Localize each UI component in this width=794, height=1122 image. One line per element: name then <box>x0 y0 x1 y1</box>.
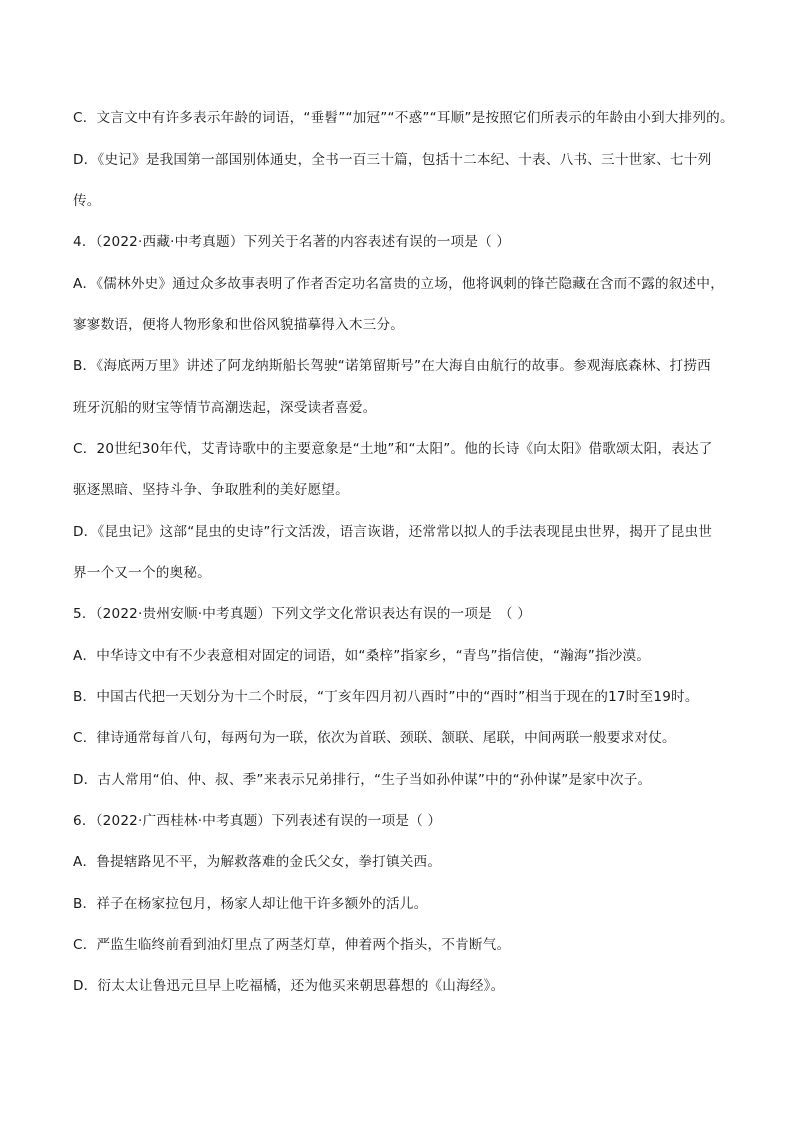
question-5-title: 5．（2022·贵州安顺·中考真题）下列文学文化常识表达有误的一项是 （ ） <box>73 606 532 622</box>
option-d-shiji-cont: 传。 <box>73 193 101 209</box>
q4-option-b-cont: 班牙沉船的财宝等情节高潮迭起，深受读者喜爱。 <box>73 400 377 416</box>
option-c-age-terms: C．文言文中有许多表示年龄的词语，“垂髫”“加冠”“不惑”“耳顺”是按照它们所表示的年龄由小到大排列的。 <box>73 110 734 126</box>
q6-option-a: A．鲁提辖路见不平，为解救落难的金氏父女，拳打镇关西。 <box>73 854 442 870</box>
q4-option-c-cont: 驱逐黑暗、坚持斗争、争取胜利的美好愿望。 <box>73 482 349 498</box>
question-6-title: 6．（2022·广西桂林·中考真题）下列表述有误的一项是（ ） <box>73 813 442 829</box>
q5-option-b: B．中国古代把一天划分为十二个时辰，“丁亥年四月初八酉时”中的“酉时”相当于现在的17时至19时。 <box>73 689 699 705</box>
question-4-title: 4．（2022·西藏·中考真题）下列关于名著的内容表述有误的一项是（ ） <box>73 234 511 250</box>
q4-option-a-cont: 寥寥数语，便将人物形象和世俗风貌描摹得入木三分。 <box>73 317 405 333</box>
q4-option-a: A．《儒林外史》通过众多故事表明了作者否定功名富贵的立场，他将讽刺的锋芒隐藏在含而不露的叙述中， <box>73 276 725 292</box>
q4-option-c: C．20世纪30年代，艾青诗歌中的主要意象是“土地”和“太阳”。他的长诗《向太阳》借歌颂太阳，表达了 <box>73 441 713 457</box>
option-d-shiji: D．《史记》是我国第一部国别体通史，全书一百三十篇，包括十二本纪、十表、八书、三十世家、七十列 <box>73 152 712 168</box>
q5-option-c: C．律诗通常每首八句，每两句为一联，依次为首联、颈联、颔联、尾联，中间两联一般要求对仗。 <box>73 730 676 746</box>
q5-option-a: A．中华诗文中有不少表意相对固定的词语，如“桑梓”指家乡，“青鸟”指信使，“瀚海”指沙漠。 <box>73 648 651 664</box>
q6-option-d: D．衍太太让鲁迅元旦早上吃福橘，还为他买来朝思暮想的《山海经》。 <box>73 978 505 994</box>
q5-option-d: D．古人常用“伯、仲、叔、季”来表示兄弟排行，“生子当如孙仲谋”中的“孙仲谋”是家中次子。 <box>73 772 652 788</box>
q4-option-d-cont: 界一个又一个的奥秘。 <box>73 565 211 581</box>
q6-option-b: B．祥子在杨家拉包月，杨家人却让他干许多额外的活儿。 <box>73 896 428 912</box>
q4-option-b: B．《海底两万里》讲述了阿龙纳斯船长驾驶“诺第留斯号”在大海自由航行的故事。参观海底森林、打捞西 <box>73 358 711 374</box>
q4-option-d: D．《昆虫记》这部“昆虫的史诗”行文活泼，语言诙谐，还常常以拟人的手法表现昆虫世界，揭开了昆虫世 <box>73 524 713 540</box>
q6-option-c: C．严监生临终前看到油灯里点了两茎灯草，伸着两个指头，不肯断气。 <box>73 937 511 953</box>
